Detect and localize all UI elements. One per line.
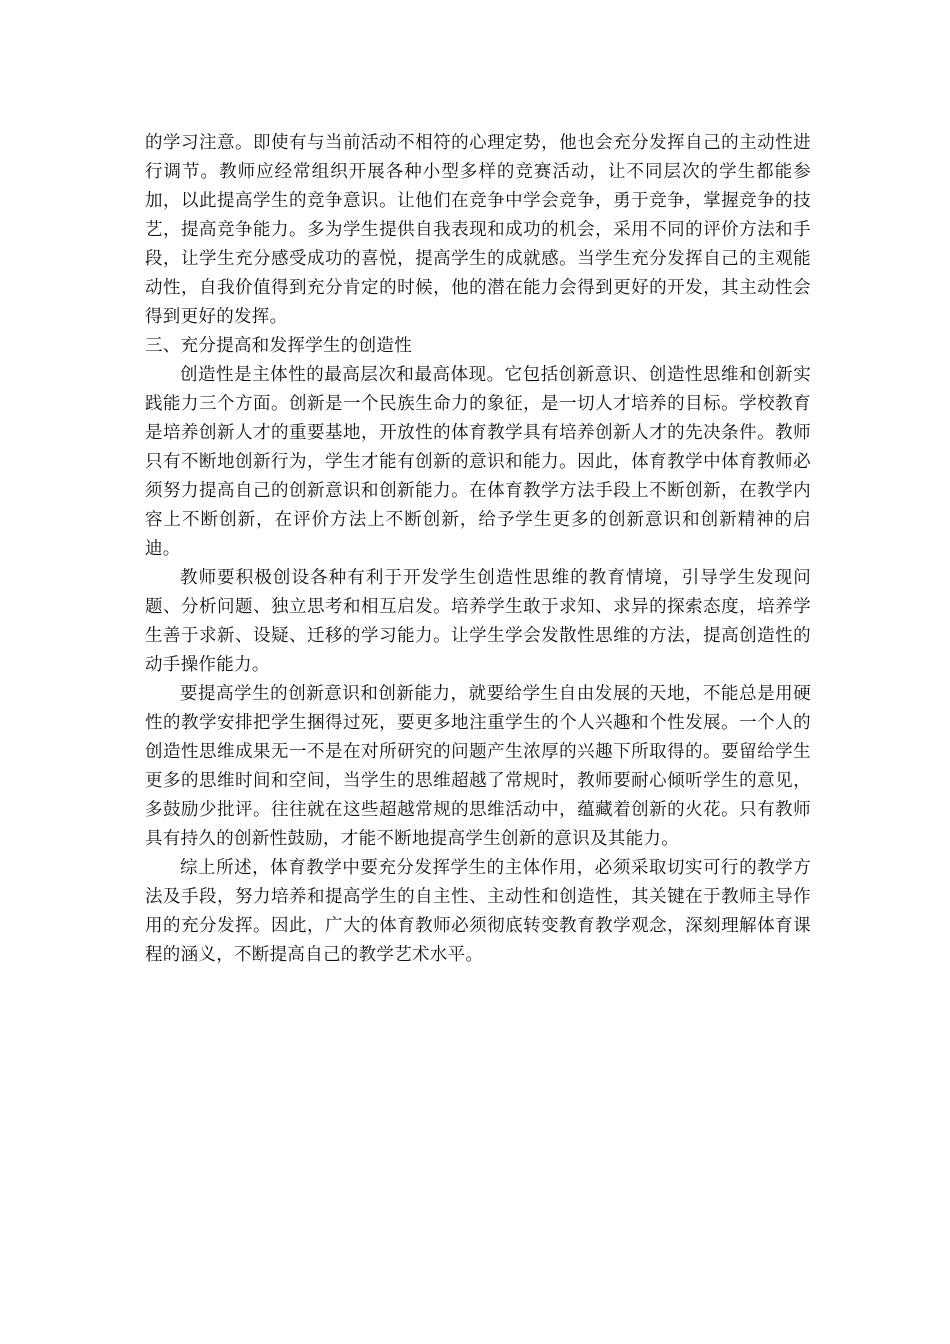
document-page (145, 129, 811, 970)
paragraph-continuation: 的学习注意。即使有与当前活动不相符的心理定势，他也会充分发挥自己的主动性进行调节。教师应经常组织开展各种小型多样的竞赛活动，让不同层次的学生都能参加，以此提高学生的竞争意识。让他们在竞争中学会竞争，勇于竞争，掌握竞争的技艺，提高竞争能力。多为学生提供自我表现和成功的机会，采用不同的评价方法和手段，让学生充分感受成功的喜悦，提高学生的成就感。当学生充分发挥自己的主观能动性，自我价值得到充分肯定的时候，他的潜在能力会得到更好的开发，其主动性会得到更好的发挥。 (145, 133, 811, 327)
paragraph-conclusion: 综上所述，体育教学中要充分发挥学生的主体作用，必须采取切实可行的教学方法及手段，努力培养和提高学生的自主性、主动性和创造性，其关键在于教师主导作用的充分发挥。因此，广大的体育教师必须彻底转变教育教学观念，深刻理解体育课程的涵义，不断提高自己的教学艺术水平。 (145, 858, 811, 965)
paragraph-student-freedom: 要提高学生的创新意识和创新能力，就要给学生自由发展的天地，不能总是用硬性的教学安排把学生捆得过死，要更多地注重学生的个人兴趣和个性发展。一个人的创造性思维成果无一不是在对所研究的问题产生浓厚的兴趣下所取得的。要留给学生更多的思维时间和空间，当学生的思维超越了常规时，教师要耐心倾听学生的意见，多鼓励少批评。往往就在这些超越常规的思维活动中，蕴藏着创新的火花。只有教师具有持久的创新性鼓励，才能不断地提高学生创新的意识及其能力。 (145, 684, 811, 849)
paragraph-creativity-definition: 创造性是主体性的最高层次和最高体现。它包括创新意识、创造性思维和创新实践能力三个方面。创新是一个民族生命力的象征，是一切人才培养的目标。学校教育是培养创新人才的重要基地，开放性的体育教学具有培养创新人才的先决条件。教师只有不断地创新行为，学生才能有创新的意识和能力。因此，体育教学中体育教师必须努力提高自己的创新意识和创新能力。在体育教学方法手段上不断创新，在教学内容上不断创新，在评价方法上不断创新，给予学生更多的创新意识和创新精神的启迪。 (145, 365, 811, 559)
paragraph-teaching-context: 教师要积极创设各种有利于开发学生创造性思维的教育情境，引导学生发现问题、分析问题、独立思考和相互启发。培养学生敢于求知、求异的探索态度，培养学生善于求新、设疑、迁移的学习能力。让学生学会发散性思维的方法，提高创造性的动手操作能力。 (145, 568, 811, 675)
section-heading: 三、充分提高和发挥学生的创造性 (145, 336, 412, 356)
